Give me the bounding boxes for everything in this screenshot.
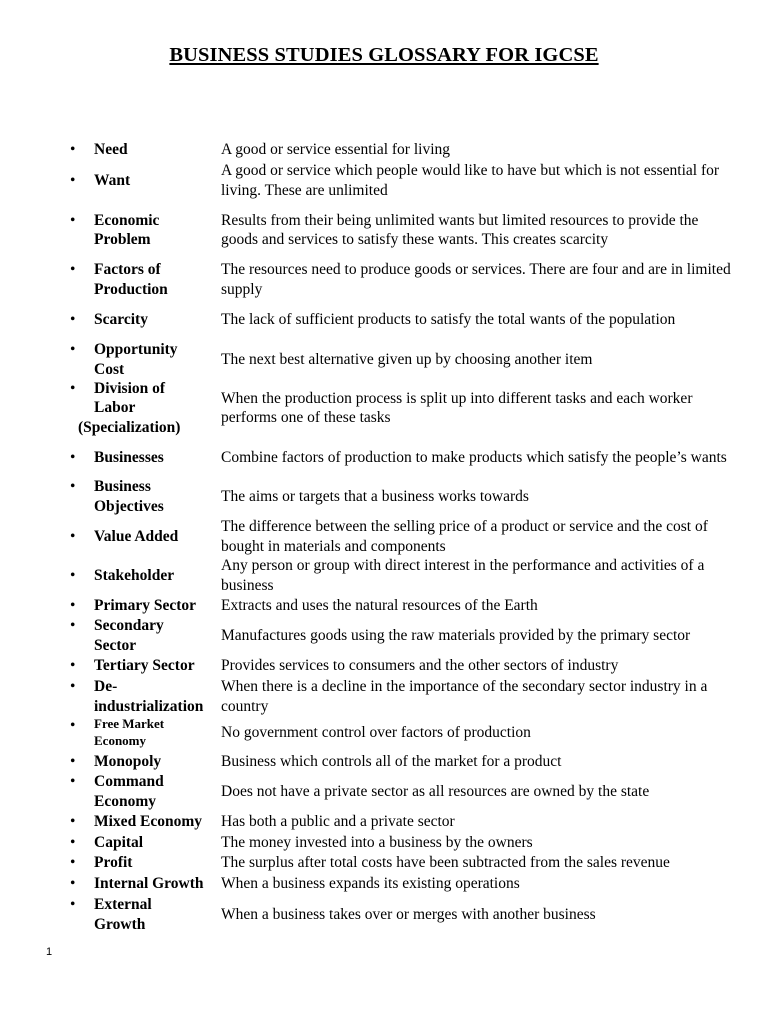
- glossary-definition: The lack of sufficient products to satisfy the total wants of the population: [221, 310, 676, 328]
- glossary-term: Free Market Economy: [94, 716, 165, 748]
- glossary-entry: [0, 895, 768, 934]
- glossary-term: De- industrialization: [94, 678, 204, 715]
- bullet-icon: •: [70, 141, 76, 159]
- glossary-entry: [0, 556, 768, 595]
- glossary-term: Opportunity Cost: [94, 341, 178, 378]
- bullet-icon: •: [70, 813, 76, 831]
- glossary-term: Internal Growth: [94, 875, 204, 893]
- glossary-definition: Combine factors of production to make products which satisfy the people’s wants: [221, 448, 727, 466]
- glossary-entry: [0, 517, 768, 556]
- glossary-term: Scarcity: [94, 310, 148, 328]
- glossary-entry: [0, 340, 768, 379]
- glossary-definition: The aims or targets that a business works towards: [221, 487, 529, 505]
- bullet-icon: •: [70, 753, 76, 771]
- glossary-term: Economic Problem: [94, 211, 160, 248]
- bullet-icon: •: [70, 834, 76, 852]
- bullet-icon: •: [70, 527, 76, 545]
- glossary-term: Tertiary Sector: [94, 657, 195, 675]
- glossary-definition: Does not have a private sector as all resources are owned by the state: [221, 782, 650, 800]
- bullet-icon: •: [70, 448, 76, 466]
- glossary-term: Want: [94, 171, 131, 189]
- glossary-definition: Business which controls all of the market for a product: [221, 753, 562, 771]
- glossary-term: Stakeholder: [94, 566, 175, 584]
- glossary-definition: Results from their being unlimited wants but limited resources to provide the goods and services to satisfy these wants. This creates scarcity: [221, 211, 699, 248]
- glossary-entry: [0, 201, 768, 259]
- glossary-definition: The resources need to produce goods or services. There are four and are in limited supply: [221, 261, 731, 298]
- glossary-entry: [0, 853, 768, 873]
- glossary-term: Monopoly: [94, 753, 162, 771]
- bullet-icon: •: [70, 617, 76, 635]
- glossary-definition: When a business takes over or merges with another business: [221, 905, 596, 923]
- bullet-icon: •: [70, 310, 76, 328]
- glossary-definition: When the production process is split up into different tasks and each worker performs one of these tasks: [221, 389, 693, 426]
- glossary-term: Secondary Sector: [94, 617, 164, 654]
- bullet-icon: •: [70, 341, 76, 359]
- glossary-entry: [0, 438, 768, 477]
- glossary-entry: [0, 716, 768, 749]
- glossary-term: External Growth: [94, 896, 152, 933]
- glossary-entry: [0, 812, 768, 832]
- bullet-icon: •: [70, 380, 76, 397]
- glossary-entry: [0, 616, 768, 655]
- glossary-entry: [0, 596, 768, 616]
- bullet-icon: •: [70, 261, 76, 279]
- bullet-icon: •: [70, 773, 76, 791]
- glossary-entry: [0, 772, 768, 811]
- glossary-definition: Extracts and uses the natural resources of the Earth: [221, 597, 538, 615]
- bullet-icon: •: [70, 854, 76, 872]
- glossary-term: Value Added: [94, 527, 179, 545]
- bullet-icon: •: [70, 896, 76, 914]
- glossary-term: Business Objectives: [94, 478, 164, 515]
- page-number: 1: [46, 946, 53, 958]
- glossary-entry: [0, 656, 768, 676]
- glossary-entry: [0, 161, 768, 200]
- glossary-definition: A good or service essential for living: [221, 141, 451, 159]
- glossary-definition: When a business expands its existing operations: [221, 875, 520, 893]
- glossary-definition: The money invested into a business by the owners: [221, 834, 533, 852]
- glossary-entry: [0, 677, 768, 716]
- glossary-term: Capital: [94, 834, 144, 852]
- bullet-icon: •: [70, 717, 76, 734]
- glossary-term: Mixed Economy: [94, 813, 203, 831]
- bullet-icon: •: [70, 566, 76, 584]
- glossary-entry: [0, 752, 768, 772]
- glossary-term: Need: [94, 141, 128, 159]
- glossary-entry: [0, 140, 768, 160]
- glossary-definition: The difference between the selling price of a product or service and the cost of bought in materials and components: [221, 518, 708, 555]
- glossary-definition: The surplus after total costs have been subtracted from the sales revenue: [221, 854, 670, 872]
- glossary-definition: No government control over factors of production: [221, 723, 531, 741]
- bullet-icon: •: [70, 171, 76, 189]
- glossary-definition: Has both a public and a private sector: [221, 813, 455, 831]
- glossary-entry: [0, 260, 768, 299]
- glossary-definition: A good or service which people would like to have but which is not essential for living. These are unlimited: [221, 162, 720, 199]
- glossary-term: Factors of Production: [94, 261, 168, 298]
- bullet-icon: •: [70, 597, 76, 615]
- glossary-term: Profit: [94, 854, 133, 872]
- glossary-entry: [0, 300, 768, 339]
- page-title: BUSINESS STUDIES GLOSSARY FOR IGCSE: [169, 44, 599, 66]
- bullet-icon: •: [70, 678, 76, 696]
- glossary-term: Division of Labor (Specialization): [78, 380, 181, 436]
- glossary-entry: [0, 477, 768, 516]
- glossary-definition: The next best alternative given up by choosing another item: [221, 350, 593, 368]
- glossary-term: Command Economy: [94, 773, 164, 810]
- bullet-icon: •: [70, 875, 76, 893]
- bullet-icon: •: [70, 478, 76, 496]
- glossary-entry: [0, 833, 768, 853]
- glossary-definition: Any person or group with direct interest in the performance and activities of a business: [221, 557, 705, 594]
- glossary-term: Primary Sector: [94, 597, 196, 615]
- glossary-definition: Manufactures goods using the raw materials provided by the primary sector: [221, 626, 691, 644]
- glossary-definition: When there is a decline in the importance of the secondary sector industry in a country: [221, 678, 708, 715]
- glossary-entry: [0, 874, 768, 894]
- bullet-icon: •: [70, 657, 76, 675]
- glossary-entry: [0, 379, 768, 437]
- glossary-definition: Provides services to consumers and the other sectors of industry: [221, 657, 619, 675]
- glossary-term: Businesses: [94, 448, 164, 466]
- bullet-icon: •: [70, 211, 76, 229]
